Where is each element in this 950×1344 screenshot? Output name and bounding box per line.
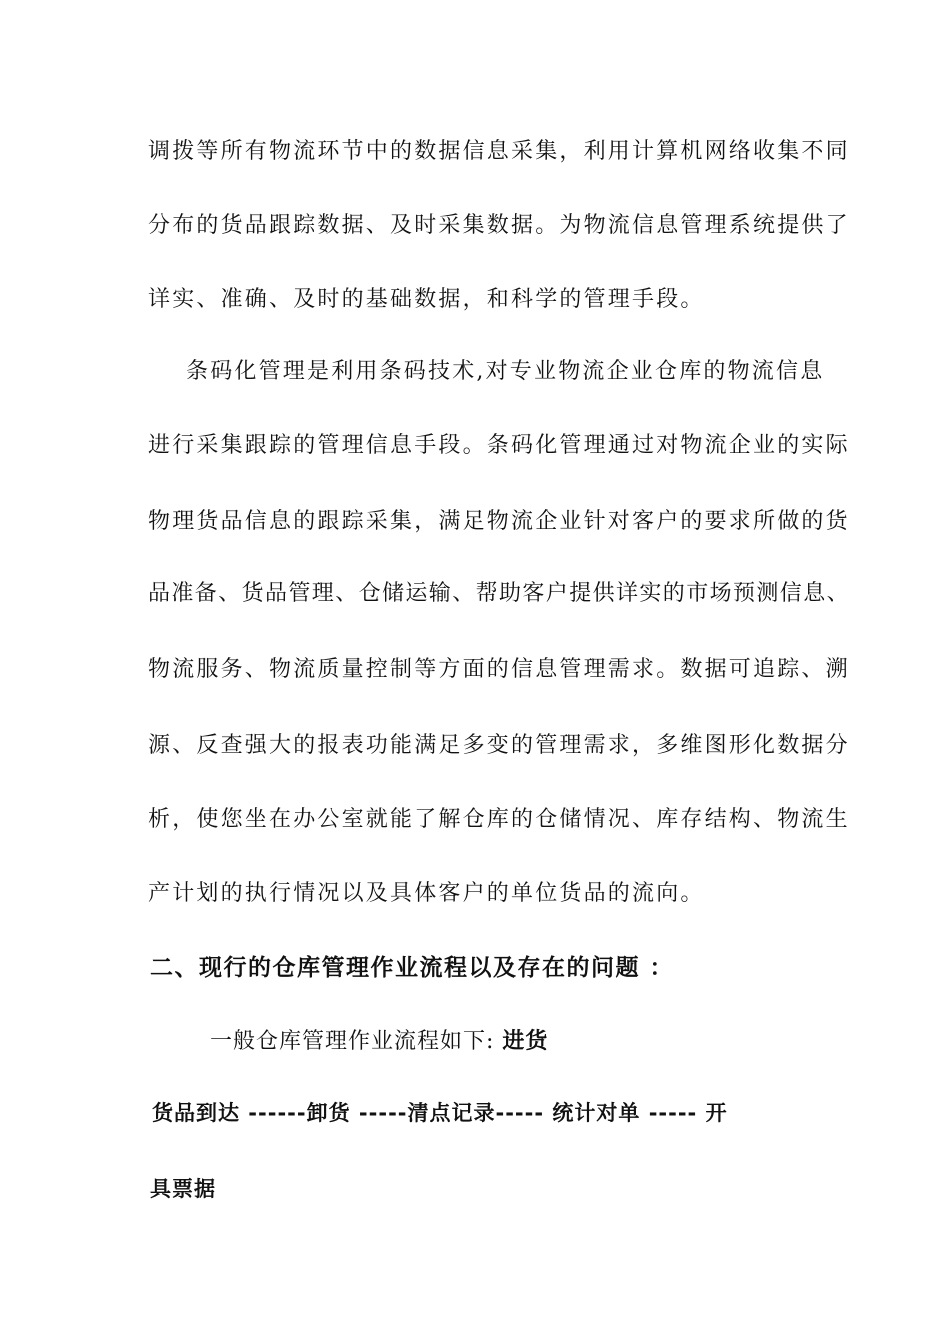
paragraph1-line-1: 调拨等所有物流环节中的数据信息采集，利用计算机网络收集不同 <box>148 139 850 164</box>
paragraph2-line-7: 析，使您坐在办公室就能了解仓库的仓储情况、库存结构、物流生 <box>148 807 850 832</box>
paragraph2-line-3: 物理货品信息的跟踪采集，满足物流企业针对客户的要求所做的货 <box>148 509 850 534</box>
paragraph2-line-1: 条码化管理是利用条码技术,对专业物流企业仓库的物流信息 <box>186 359 825 384</box>
intro-text: 一般仓库管理作业流程如下: <box>210 1029 503 1054</box>
flow-line-2: 具票据 <box>150 1177 216 1201</box>
section-heading: 二、现行的仓库管理作业流程以及存在的问题 ： <box>150 955 675 981</box>
intro-line <box>210 1026 548 1057</box>
paragraph1-line-3: 详实、准确、及时的基础数据，和科学的管理手段。 <box>148 287 705 312</box>
intro-bold-tail: 进货 <box>502 1028 549 1054</box>
paragraph1-line-2: 分布的货品跟踪数据、及时采集数据。为物流信息管理系统提供了 <box>148 213 850 238</box>
flow-line-1: 货品到达 ------卸货 -----清点记录----- 统计对单 ----- 开 <box>152 1101 728 1125</box>
paragraph2-line-8: 产计划的执行情况以及具体客户的单位货品的流向。 <box>148 881 705 906</box>
paragraph2-line-4: 品准备、货品管理、仓储运输、帮助客户提供详实的市场预测信息、 <box>148 581 851 606</box>
paragraph2-line-2: 进行采集跟踪的管理信息手段。条码化管理通过对物流企业的实际 <box>148 433 850 458</box>
paragraph2-line-6: 源、反查强大的报表功能满足多变的管理需求，多维图形化数据分 <box>148 733 850 758</box>
paragraph2-line-5: 物流服务、物流质量控制等方面的信息管理需求。数据可追踪、溯 <box>148 657 850 682</box>
